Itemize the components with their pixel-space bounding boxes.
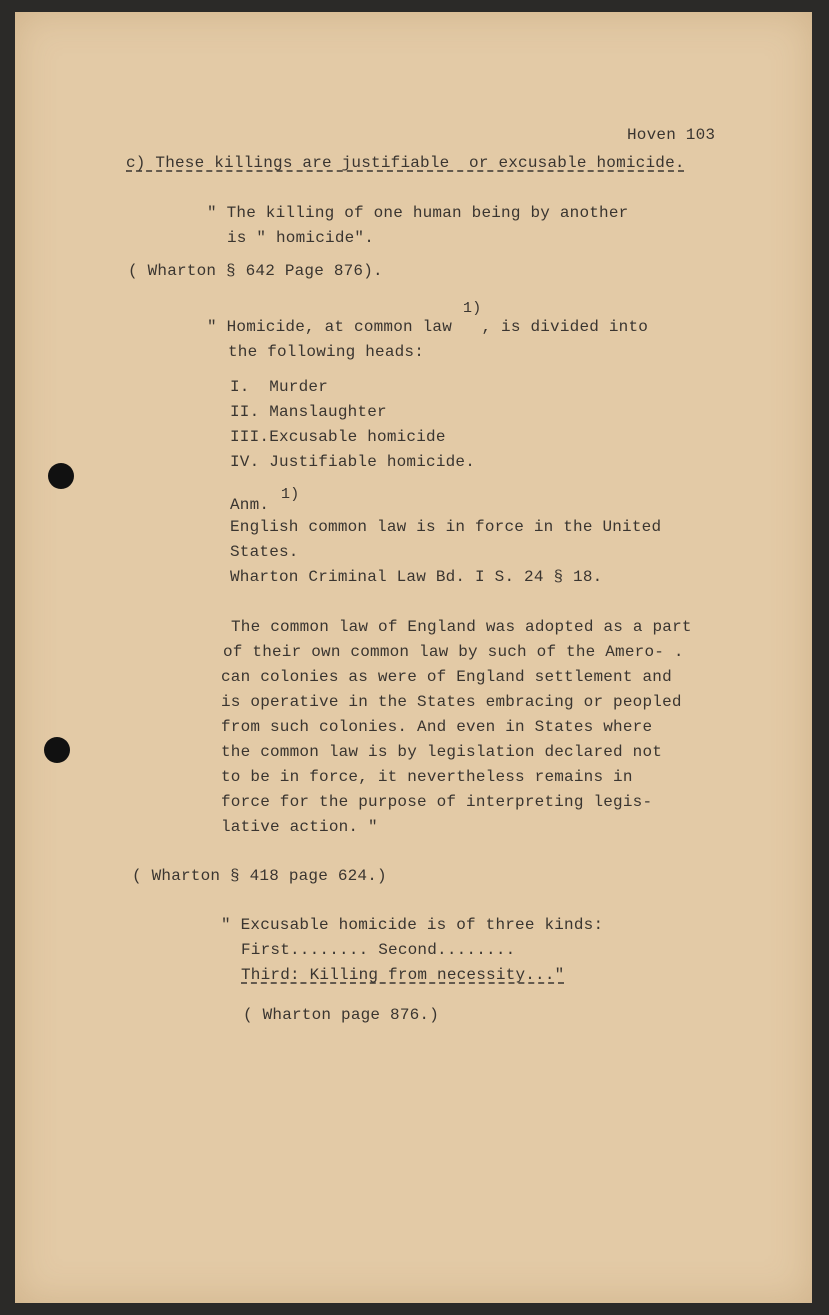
list-item: III.Excusable homicide — [230, 428, 446, 446]
paragraph-line: of their own common law by such of the Amero- . — [223, 643, 684, 661]
quote-line: " Homicide, at common law , is divided into — [207, 318, 649, 336]
citation: ( Wharton § 642 Page 876). — [128, 262, 383, 280]
quote-line: Third: Killing from necessity..." — [241, 966, 565, 984]
footnote-marker: 1) — [281, 486, 300, 503]
annotation-line: States. — [230, 543, 299, 561]
paragraph-line: The common law of England was adopted as a part — [231, 618, 692, 636]
list-item: II. Manslaughter — [230, 403, 387, 421]
paragraph-line: from such colonies. And even in States where — [221, 718, 653, 736]
annotation-line: Wharton Criminal Law Bd. I S. 24 § 18. — [230, 568, 603, 586]
document-page — [15, 12, 812, 1303]
citation: ( Wharton § 418 page 624.) — [132, 867, 387, 885]
punch-hole — [44, 737, 70, 763]
section-heading: c) These killings are justifiable or excusable homicide. — [126, 154, 685, 172]
page-label: Hoven 103 — [627, 126, 716, 144]
citation: ( Wharton page 876.) — [243, 1006, 440, 1024]
paragraph-line: lative action. " — [221, 818, 378, 836]
list-item: I. Murder — [230, 378, 329, 396]
paragraph-line: to be in force, it nevertheless remains in — [221, 768, 633, 786]
list-item: IV. Justifiable homicide. — [230, 453, 476, 471]
quote-line: " The killing of one human being by another — [207, 204, 629, 222]
paragraph-line: force for the purpose of interpreting legis- — [221, 793, 653, 811]
paragraph-line: is operative in the States embracing or peopled — [221, 693, 682, 711]
paragraph-line: can colonies as were of England settlement and — [221, 668, 672, 686]
paragraph-line: the common law is by legislation declared not — [221, 743, 663, 761]
quote-line: " Excusable homicide is of three kinds: — [221, 916, 604, 934]
footnote-marker: 1) — [463, 300, 482, 317]
annotation-label: Anm. — [230, 496, 270, 514]
annotation-line: English common law is in force in the United — [230, 518, 662, 536]
punch-hole — [48, 463, 74, 489]
quote-line: First........ Second........ — [241, 941, 516, 959]
quote-line: the following heads: — [228, 343, 425, 361]
quote-line: is " homicide". — [227, 229, 375, 247]
